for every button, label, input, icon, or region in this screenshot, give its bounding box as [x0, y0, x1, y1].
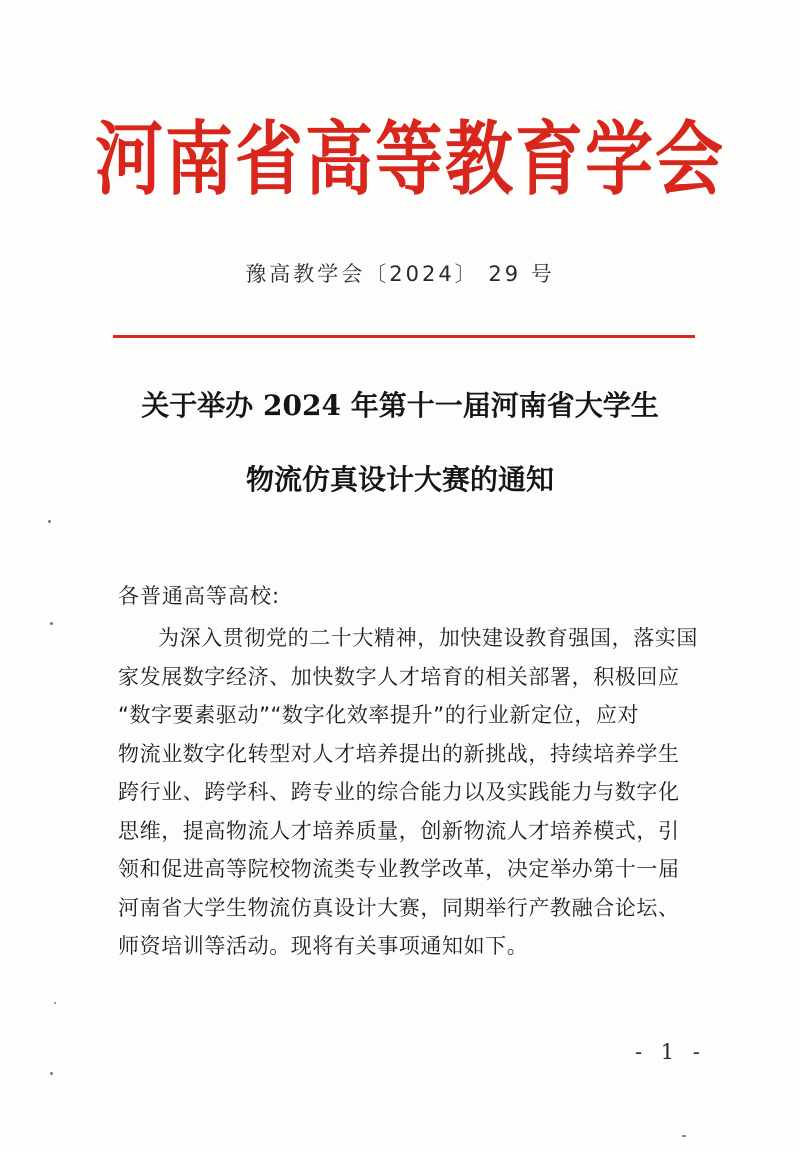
body-line: 物流业数字化转型对人才培养提出的新挑战，持续培养学生 [118, 741, 680, 766]
scan-speck [682, 1135, 686, 1137]
body-line: “数字要素驱动”“数字化效率提升”的行业新定位，应对 [118, 703, 640, 727]
scan-speck [50, 1072, 53, 1075]
body-line: 跨行业、跨学科、跨专业的综合能力以及实践能力与数字化 [118, 780, 680, 804]
page-number: - 1 - [635, 1040, 706, 1064]
body-line: 师资培训等活动。现将有关事项通知如下。 [118, 934, 529, 958]
body-line: 家发展数字经济、加快数字人才培育的相关部署，积极回应 [118, 664, 680, 689]
scan-speck [54, 1002, 56, 1004]
notice-title-line-2: 物流仿真设计大赛的通知 [245, 463, 554, 496]
scan-speck [48, 520, 51, 523]
body-line: 领和促进高等院校物流类专业教学改革，决定举办第十一届 [118, 857, 680, 881]
body-line: 河南省大学生物流仿真设计大赛，同期举行产教融合论坛、 [118, 895, 680, 920]
organization-header: 河南省高等教育学会 [95, 113, 726, 208]
document-number: 豫高教学会〔2024〕 29 号 [245, 262, 555, 286]
body-line: 思维，提高物流人才培养质量，创新物流人才培养模式，引 [118, 818, 680, 843]
header-divider [113, 335, 695, 338]
body-paragraph [118, 619, 698, 966]
body-line: 为深入贯彻党的二十大精神，加快建设教育强国，落实国 [158, 626, 698, 650]
scan-speck [50, 622, 53, 625]
salutation: 各普通高等高校: [118, 584, 281, 608]
notice-title-line-1: 关于举办 2024 年第十一届河南省大学生 [141, 389, 659, 422]
